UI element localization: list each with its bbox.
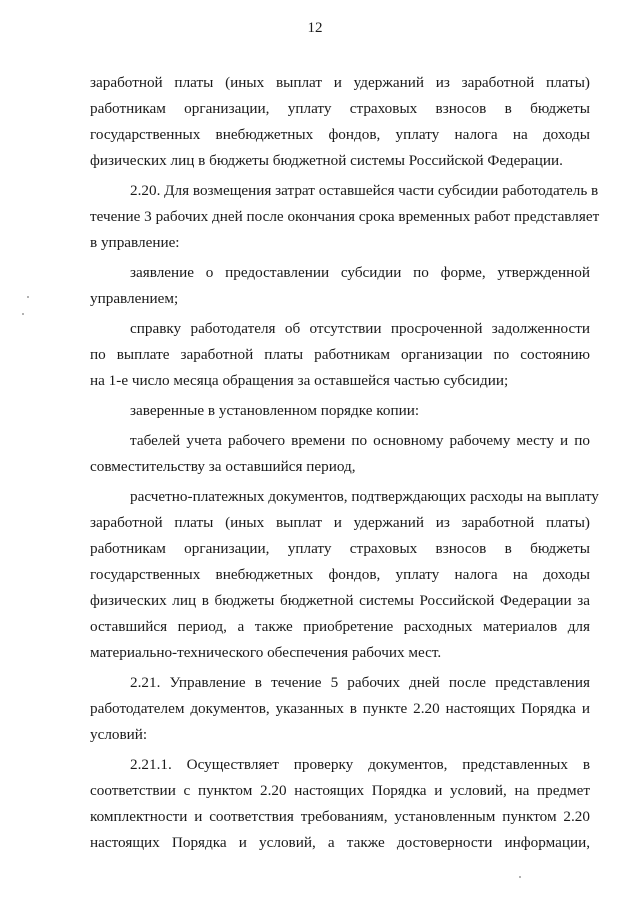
text-line: государственных внебюджетных фондов, уплату налога на доходы [90, 126, 590, 143]
text-line: заверенные в установленном порядке копии: [130, 402, 420, 419]
text-line: справку работодателя об отсутствии просроченной задолженности [130, 320, 590, 337]
scan-speck [22, 313, 24, 315]
text-line: материально-технического обеспечения рабочих мест. [90, 644, 442, 661]
text-line: на 1-е число месяца обращения за оставшейся частью субсидии; [90, 372, 509, 389]
text-line: работникам организации, уплату страховых взносов в бюджеты [90, 100, 590, 117]
text-line: 2.21.1. Осуществляет проверку документов, представленных в [130, 756, 590, 773]
text-line: совместительству за оставшийся период, [90, 458, 356, 475]
text-line: оставшийся период, а также приобретение расходных материалов для [90, 618, 590, 635]
text-line: работникам организации, уплату страховых взносов в бюджеты [90, 540, 590, 557]
text-line: управлением; [90, 290, 179, 307]
text-line: заработной платы (иных выплат и удержаний из заработной платы) [90, 514, 590, 531]
text-line: соответствии с пунктом 2.20 настоящих Порядка и условий, на предмет [90, 782, 590, 799]
text-line: течение 3 рабочих дней после окончания срока временных работ представляет [90, 208, 600, 225]
text-line: расчетно-платежных документов, подтверждающих расходы на выплату [130, 488, 599, 505]
text-line: физических лиц в бюджеты бюджетной системы Российской Федерации. [90, 152, 563, 169]
text-line: по выплате заработной платы работникам организации по состоянию [90, 346, 590, 363]
text-line: условий: [90, 726, 148, 743]
text-line: физических лиц в бюджеты бюджетной системы Российской Федерации за [90, 592, 590, 609]
text-line: в управление: [90, 234, 180, 251]
text-line: 2.20. Для возмещения затрат оставшейся части субсидии работодатель в [130, 182, 599, 199]
scan-speck [27, 296, 29, 298]
text-line: заявление о предоставлении субсидии по форме, утвержденной [130, 264, 590, 281]
page-number: 12 [307, 20, 323, 36]
text-line: 2.21. Управление в течение 5 рабочих дней после представления [130, 674, 590, 691]
text-line: заработной платы (иных выплат и удержаний из заработной платы) [90, 74, 590, 91]
document-body [90, 70, 600, 856]
text-line: табелей учета рабочего времени по основному рабочему месту и по [130, 432, 590, 449]
scan-speck [519, 876, 521, 878]
text-line: работодателем документов, указанных в пункте 2.20 настоящих Порядка и [90, 700, 590, 717]
text-line: государственных внебюджетных фондов, уплату налога на доходы [90, 566, 590, 583]
text-line: комплектности и соответствия требованиям, установленным пунктом 2.20 [90, 808, 590, 825]
text-line: настоящих Порядка и условий, а также достоверности информации, [90, 834, 590, 851]
